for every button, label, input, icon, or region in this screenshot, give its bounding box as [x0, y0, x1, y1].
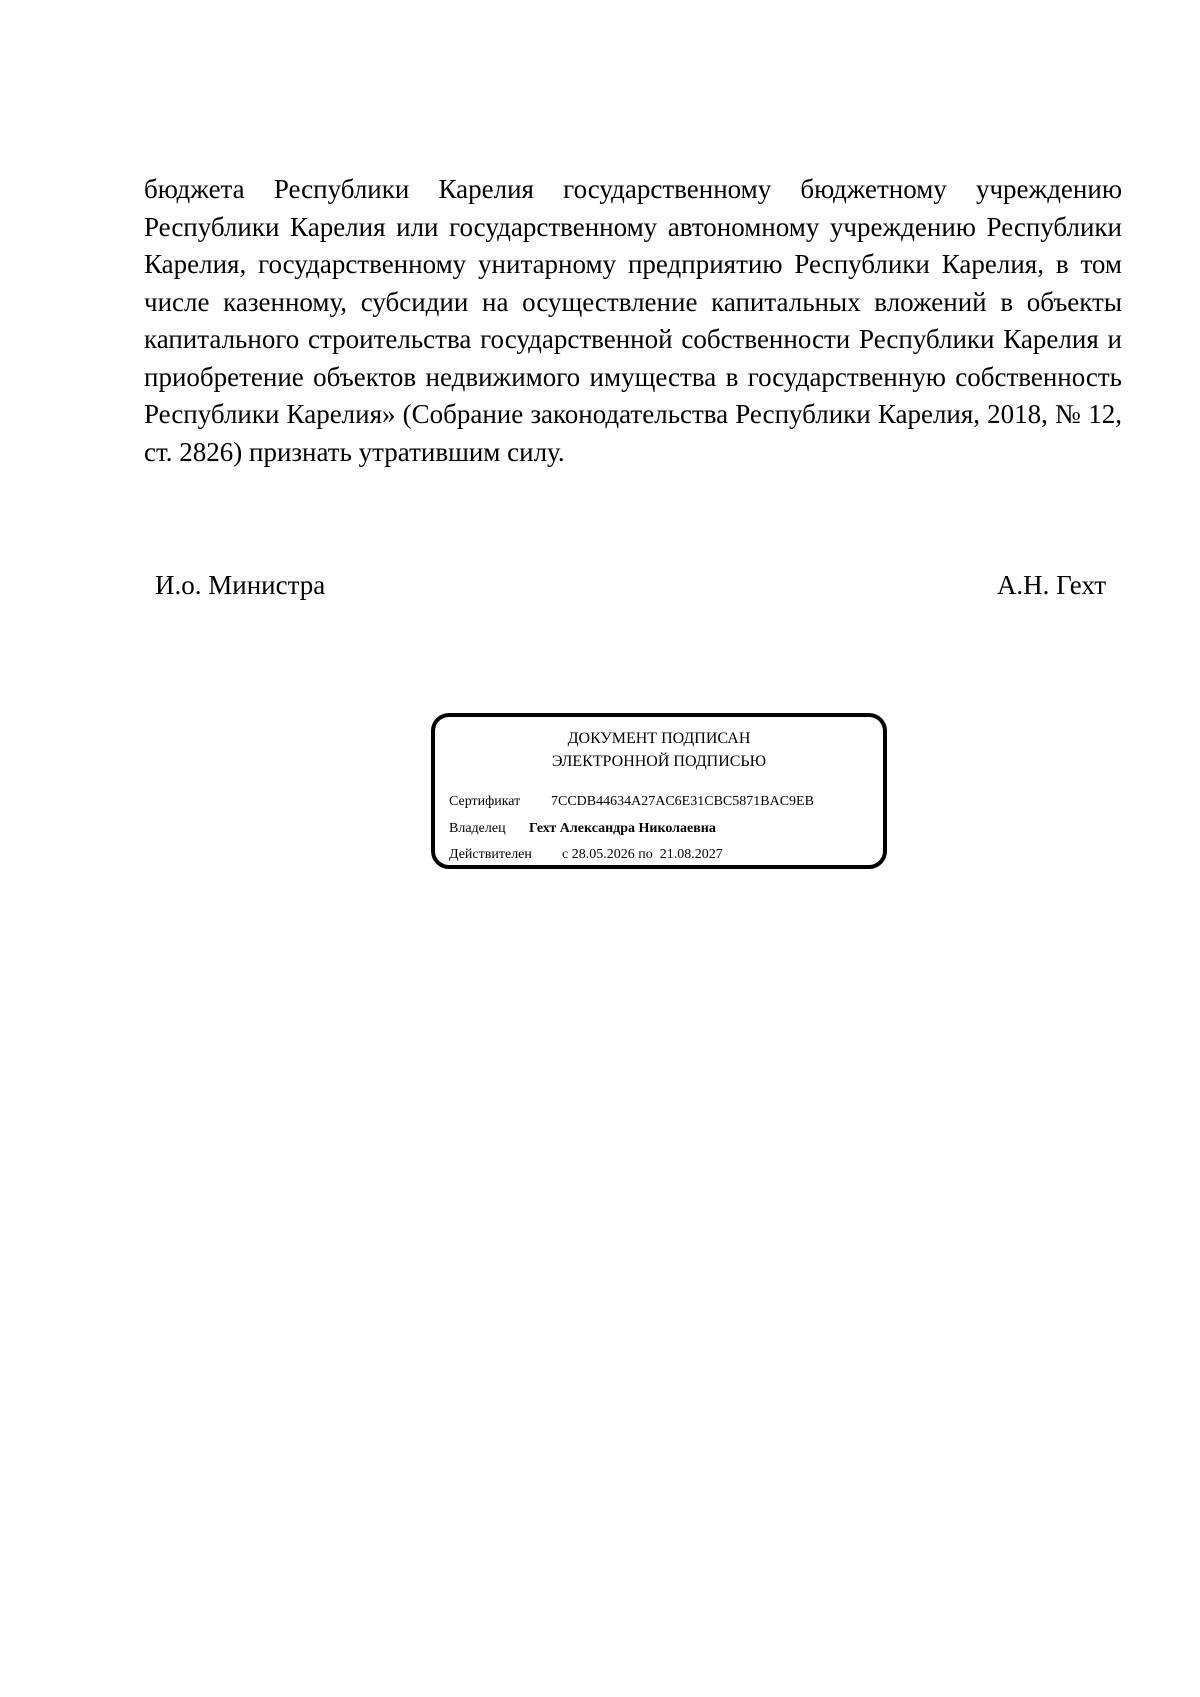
certificate-value: 7CCDB44634A27AC6E31CBC5871BAC9EB [551, 794, 814, 809]
stamp-validity-row [449, 846, 723, 864]
owner-value: Гехт Александра Николаевна [529, 821, 716, 836]
owner-label: Владелец [449, 821, 506, 836]
signatory-position: И.о. Министра [155, 570, 326, 600]
stamp-heading-line-2: ЭЛЕКТРОННОЙ ПОДПИСЬЮ [551, 753, 767, 770]
electronic-signature-stamp [431, 713, 887, 869]
certificate-label: Сертификат [449, 794, 521, 809]
validity-from-prefix: с [562, 847, 569, 862]
validity-from-date: 28.05.2026 [571, 847, 635, 862]
stamp-heading [435, 727, 883, 773]
stamp-heading-line-1: ДОКУМЕНТ ПОДПИСАН [567, 730, 751, 747]
validity-label: Действителен [449, 847, 532, 862]
validity-to-date: 21.08.2027 [659, 847, 723, 862]
stamp-certificate-row [449, 793, 814, 811]
validity-to-prefix: по [638, 847, 653, 862]
body-paragraph: бюджета Республики Карелия государственному бюджетному учреждению Республики Карелия или государственному автономному учреждению Республики Карелия, государственному унитарному предприятию Республики Карелия, в том числе казенному, субсидии на осуществление капитальных вложений в объекты капитального строительства государственной собственности Республики Карелия и приобретение объектов недвижимого имущества в государственную собственность Республики Карелия» (Собрание законодательства Республики Карелия, 2018, № 12, ст. 2826) признать утратившим силу. [144, 174, 1122, 467]
stamp-owner-row [449, 820, 716, 838]
signatory-name: А.Н. Гехт [996, 570, 1106, 600]
